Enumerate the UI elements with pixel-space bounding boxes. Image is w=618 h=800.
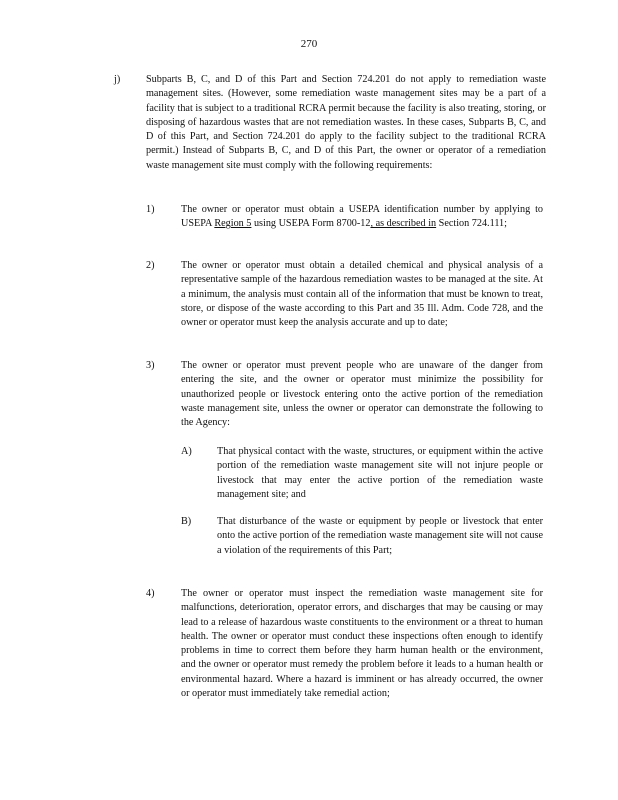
subsection-label: j) (114, 74, 121, 85)
reference-underlined: , as described in (370, 218, 437, 230)
item-text-part: using USEPA Form 8700-12 (253, 218, 371, 230)
list-item-text: The owner or operator must obtain a detailed chemical and physical analysis of a representative sample of the hazardous remediation wastes to be managed at the site. At a minimum, the analysis must contain all of the information that must be known to treat, store, or dispose of the waste according to this Part and 35 Ill. Adm. Code 728, and the owner or operator must keep the analysis accurate and up to date; (181, 260, 543, 329)
sub-item-label: B) (181, 516, 192, 527)
item-text-part: Section 724.111; (438, 218, 507, 230)
list-item-label: 2) (146, 260, 155, 271)
list-item-label: 3) (146, 360, 155, 371)
list-item-label: 1) (146, 204, 155, 215)
sub-item-text: That disturbance of the waste or equipment by people or livestock that enter onto the active portion of the remediation waste management site will not cause a violation of the requirements of this Part; (217, 516, 543, 556)
page-number: 270 (300, 38, 318, 50)
list-item-text: The owner or operator must inspect the remediation waste management site for malfunctions, deterioration, operator errors, and discharges that may be causing or may lead to a release of hazardous waste constituents to the environment or a threat to human health. The owner or operator must conduct these inspections often enough to identify problems in time to correct them before they harm human health or the environment, and the owner or operator must remedy the problem before it leads to a human health or environmental hazard. Where a hazard is imminent or has already occurred, the owner or operator must immediately take remedial action; (181, 588, 543, 700)
sub-item-text: That physical contact with the waste, structures, or equipment within the active portion of the remediation waste management site will not injure people or livestock that may enter the active portion of the remediation waste management site; and (217, 446, 543, 500)
list-item-text (181, 203, 543, 232)
list-item-text: The owner or operator must prevent people who are unaware of the danger from entering the site, and the owner or operator must minimize the possibility for unauthorized people or livestock entering onto the active portion of the remediation waste management site, unless the owner or operator can demonstrate the following to the Agency: (181, 360, 543, 429)
subsection-text: Subparts B, C, and D of this Part and Section 724.201 do not apply to remediation waste management sites. (However, some remediation waste management sites may be a part of a facility that is subject to a traditional RCRA permit because the facility is also treating, storing, or disposing of hazardous wastes that are not remediation wastes. In these cases, Subparts B, C, and D of this Part, and Section 724.201 do apply to the facility subject to the traditional RCRA permit.) Instead of Subparts B, C, and D of this Part, the owner or operator of a remediation waste management site must comply with the following requirements: (146, 74, 546, 171)
sub-item-label: A) (181, 446, 192, 457)
list-item-label: 4) (146, 588, 155, 599)
item-text-part: The owner or operator must obtain a USEPA identification number by applying to USEPA (181, 204, 543, 230)
region-underlined: Region 5 (214, 218, 252, 230)
